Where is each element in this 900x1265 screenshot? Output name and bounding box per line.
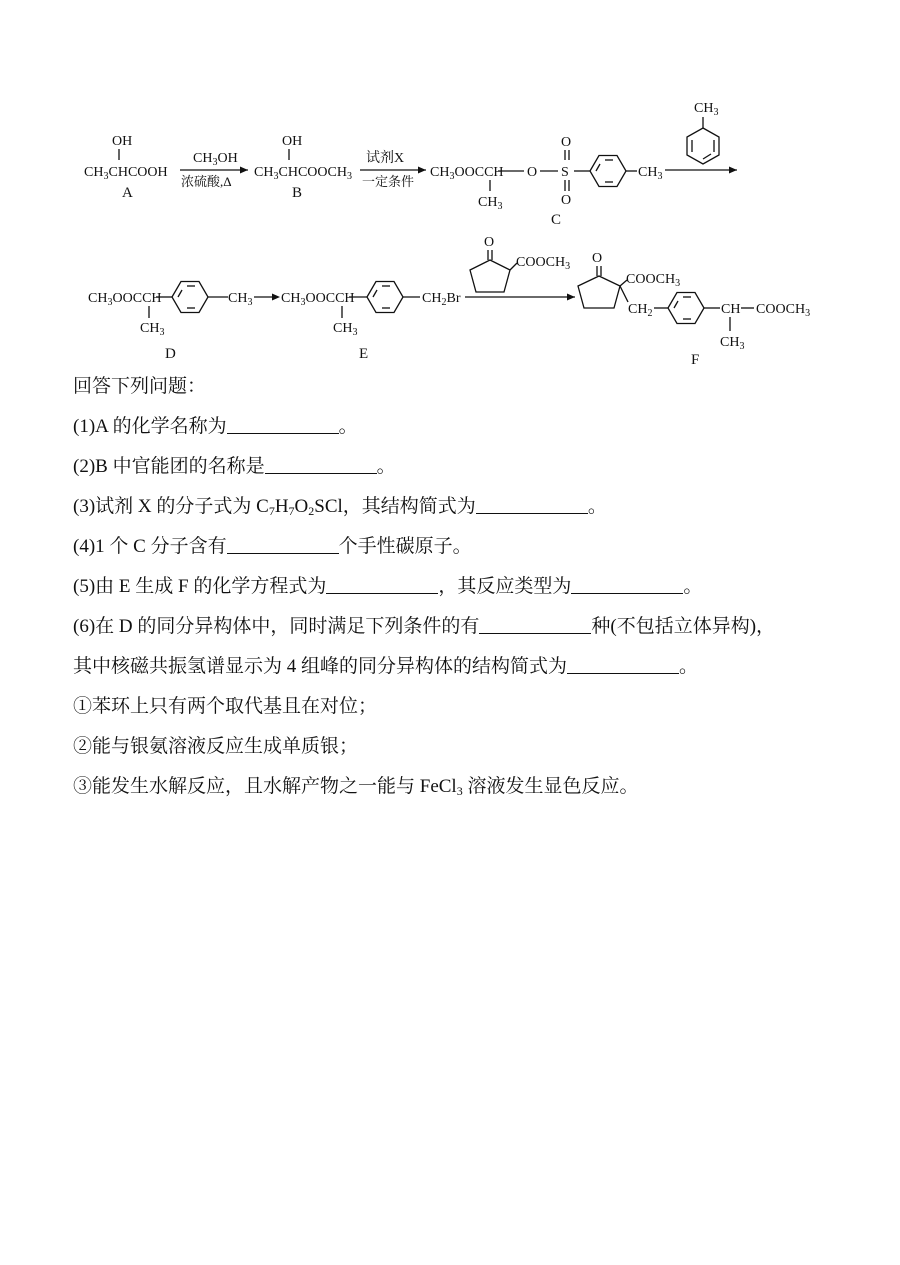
condition-3: [73, 774, 638, 800]
q3-end: 。: [587, 496, 607, 517]
c-oxygen-top: O: [561, 135, 572, 150]
d-methyl-down: $CH_3$: [140, 321, 165, 338]
arrow-step5: [465, 235, 575, 301]
intro-text: 回答下列问题：: [73, 376, 207, 397]
q5-text: (5)由 E 生成 F 的化学方程式为: [73, 576, 327, 597]
f-methyl-down: $CH_3$: [720, 335, 745, 352]
f-ester-ring: $COOCH_3$: [626, 272, 681, 289]
step2-reagent: 试剂X: [366, 151, 405, 166]
question-6-part-2: [73, 654, 698, 680]
e-ch2br: $CH_2Br$: [422, 291, 461, 308]
q3-sub-2: 7: [288, 504, 295, 518]
reagent-oxygen: O: [484, 235, 495, 250]
q3-h: H: [274, 496, 289, 517]
arrow-step1: [180, 151, 248, 189]
q3-blank[interactable]: [476, 495, 588, 514]
condition-2: ②能与银氨溶液反应生成单质银；: [73, 736, 359, 757]
compound-c: [430, 135, 662, 228]
q2-end: 。: [376, 456, 396, 477]
b-label: B: [292, 185, 303, 201]
q5-end: 。: [683, 576, 703, 597]
q4-text: (4)1 个 C 分子含有: [73, 536, 227, 557]
q3-sub-3: 2: [308, 504, 315, 518]
c-sulfur: S: [561, 165, 569, 180]
e-label: E: [359, 346, 369, 362]
c-label: C: [551, 212, 562, 228]
c-methyl-down: $CH_3$: [478, 195, 503, 212]
question-2: [73, 454, 396, 480]
q5-blank-2[interactable]: [571, 575, 683, 594]
condition-1: ①苯环上只有两个取代基且在对位；: [73, 696, 378, 717]
e-left-group: $CH_3OOCCH$: [281, 291, 355, 308]
q3-text-2: SCl，其结构简式为: [314, 496, 476, 517]
q5-mid: ，其反应类型为: [438, 576, 572, 597]
a-formula: $CH_3CHCOOH$: [84, 165, 168, 182]
a-oh: OH: [112, 134, 133, 149]
q3-sub-1: 7: [268, 504, 275, 518]
c-oxygen: O: [527, 165, 538, 180]
a-label: A: [122, 185, 133, 201]
b-formula: $CH_3CHCOOCH_3$: [254, 165, 352, 182]
q5-blank-1[interactable]: [326, 575, 438, 594]
f-ch: CH: [721, 302, 741, 317]
synthesis-scheme: [0, 0, 900, 380]
d-label: D: [165, 346, 176, 362]
step1-condition: 浓硫酸,Δ: [181, 174, 232, 189]
q2-text: (2)B 中官能团的名称是: [73, 456, 265, 477]
q1-text: (1)A 的化学名称为: [73, 416, 227, 437]
compound-f: [578, 251, 810, 368]
f-label: F: [691, 352, 700, 368]
arrow-step2: [360, 150, 426, 189]
q4-blank[interactable]: [227, 535, 339, 554]
q3-text: (3)试剂 X 的分子式为 C: [73, 496, 269, 517]
c3-text: ③能发生水解反应，且水解产物之一能与 FeCl: [73, 776, 457, 797]
c-left-group: $CH_3OOCCH$: [430, 165, 504, 182]
step2-condition: 一定条件: [362, 174, 415, 189]
q2-blank[interactable]: [265, 455, 377, 474]
f-ch2: $CH_2$: [628, 302, 653, 319]
question-5: [73, 574, 702, 600]
d-left-group: $CH_3OOCCH$: [88, 291, 162, 308]
e-methyl-down: $CH_3$: [333, 321, 358, 338]
d-methyl-right: $CH_3$: [228, 291, 253, 308]
reagent-ester: $COOCH_3$: [516, 255, 571, 272]
arrow-step4: [254, 294, 280, 301]
arrow-step3: [665, 101, 737, 174]
q6-blank-2[interactable]: [567, 655, 679, 674]
q1-end: 。: [338, 416, 358, 437]
question-4: [73, 534, 472, 560]
compound-a: [84, 134, 168, 201]
toluene-methyl: $CH_3$: [694, 101, 719, 118]
step1-reagent: $CH_3OH$: [193, 151, 238, 168]
q6b-end: 。: [679, 656, 699, 677]
b-oh: OH: [282, 134, 303, 149]
c3-sub: 3: [456, 784, 463, 798]
q1-blank[interactable]: [227, 415, 339, 434]
f-oxygen: O: [592, 251, 603, 266]
compound-e: [281, 282, 461, 363]
c3-end: 溶液发生显色反应。: [462, 776, 639, 797]
q3-o: O: [294, 496, 309, 517]
q4-end: 个手性碳原子。: [338, 536, 472, 557]
q6b-text: 其中核磁共振氢谱显示为 4 组峰的同分异构体的结构简式为: [73, 656, 568, 677]
question-3: [73, 494, 607, 520]
compound-d: [88, 282, 252, 363]
c-methyl-right: $CH_3$: [638, 165, 663, 182]
q6-blank-1[interactable]: [479, 615, 591, 634]
c-oxygen-bottom: O: [561, 193, 572, 208]
f-ester: $COOCH_3$: [756, 302, 811, 319]
question-6: [73, 614, 775, 640]
q6-text: (6)在 D 的同分异构体中，同时满足下列条件的有: [73, 616, 480, 637]
compound-b: [254, 134, 352, 201]
question-1: [73, 414, 358, 440]
q6-end: 种(不包括立体异构)，: [591, 616, 776, 637]
